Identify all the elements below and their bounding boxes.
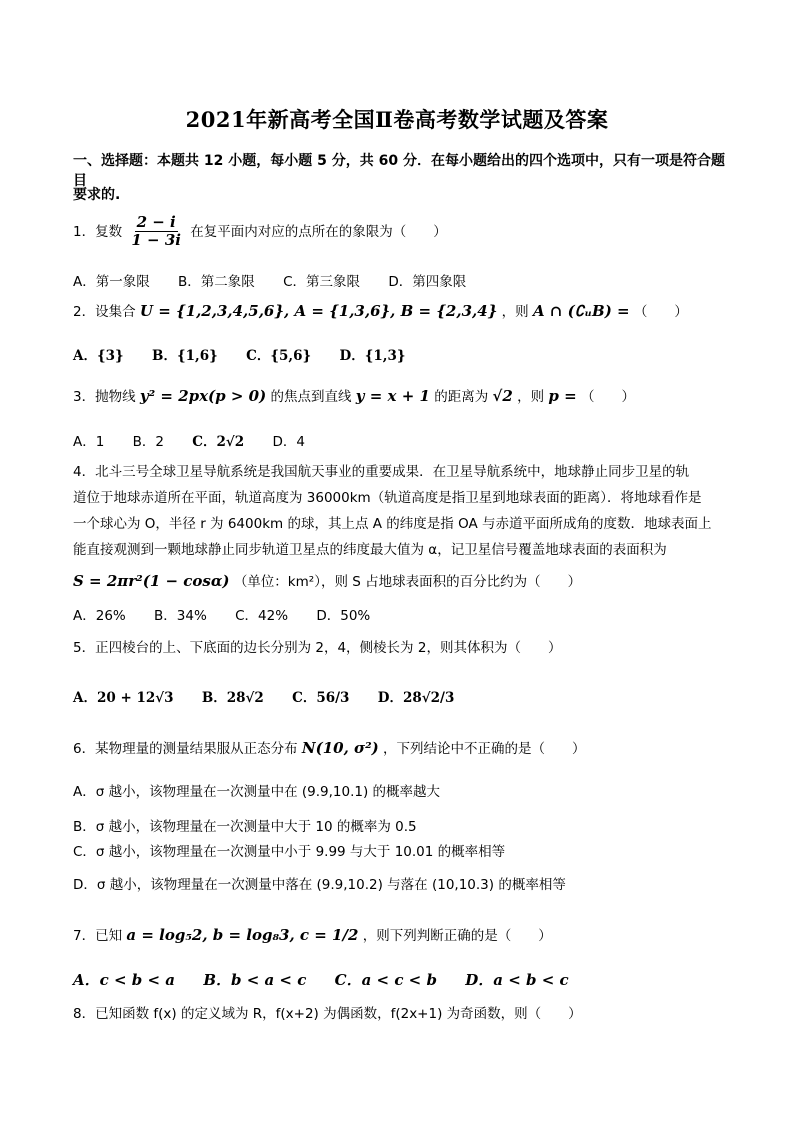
q4-line-5 <box>73 570 581 590</box>
q4-line-1: 4．北斗三号全球卫星导航系统是我国航天事业的重要成果．在卫星导航系统中，地球静止同步卫星的轨 <box>73 464 690 480</box>
section-heading-line-2: 要求的. <box>73 187 121 203</box>
q4-line-2: 道位于地球赤道所在平面，轨道高度为 36000km（轨道高度是指卫星到地球表面的距离）．将地球看作是 <box>73 490 702 506</box>
q2-mid: ，则 <box>501 304 529 320</box>
q3-option-b: B．2 <box>132 434 164 450</box>
q2-options <box>73 344 430 364</box>
q7-option-d: D．a < b < c <box>465 971 569 989</box>
q1-fraction-denominator: 1 − 3i <box>131 231 181 250</box>
q1-fraction-numerator: 2 − i <box>136 213 176 231</box>
q4-option-d: D．50% <box>316 608 371 624</box>
q2-expression-math: A ∩ (∁ᵤB) = <box>532 302 630 320</box>
q7-options <box>73 969 593 990</box>
section-heading-line-1: 一、选择题：本题共 12 小题，每小题 5 分，共 60 分．在每小题给出的四个选项中，只有一项是符合题目 <box>73 153 725 189</box>
exam-title: 2021年新高考全国Ⅱ卷高考数学试题及答案 <box>185 107 609 132</box>
q2-prefix: 2．设集合 <box>73 304 136 320</box>
question-2 <box>73 300 688 320</box>
q2-option-c: C．{5,6} <box>246 348 312 364</box>
q5-option-a: A．20 + 12√3 <box>73 690 174 706</box>
q7-option-c: C．a < c < b <box>334 971 437 989</box>
q3-mid-1: 的焦点到直线 <box>270 389 352 405</box>
q3-parabola-math: y² = 2px(p > 0) <box>139 387 267 405</box>
q4-area-formula: S = 2πr²(1 − cosα) <box>73 572 230 590</box>
q7-definitions-math: a = log₅2, b = log₈3, c = 1/2 <box>126 926 359 944</box>
q5-option-d: D．28√2/3 <box>377 690 455 706</box>
q4-options <box>73 604 394 624</box>
q2-suffix: （ ） <box>633 304 688 320</box>
q5-options <box>73 686 478 706</box>
q7-option-b: B．b < a < c <box>203 971 307 989</box>
q6-option-d: D．σ 越小，该物理量在一次测量中落在 (9.9,10.2) 与落在 (10,10.3) 的概率相等 <box>73 877 566 893</box>
q2-option-b: B．{1,6} <box>152 348 218 364</box>
q2-option-a: A．{3} <box>73 348 124 364</box>
q6-option-b: B．σ 越小，该物理量在一次测量中大于 10 的概率为 0.5 <box>73 819 417 835</box>
q1-prefix: 1．复数 <box>73 223 123 240</box>
q4-line-5-suffix: （单位：km²），则 S 占地球表面积的百分比约为（ ） <box>233 574 582 590</box>
q4-option-a: A．26% <box>73 608 126 624</box>
q1-option-d: D．第四象限 <box>388 274 467 290</box>
question-7 <box>73 924 552 944</box>
q4-option-b: B．34% <box>154 608 207 624</box>
q6-prefix: 6．某物理量的测量结果服从正态分布 <box>73 741 298 757</box>
q6-distribution-math: N(10, σ²) <box>301 739 379 757</box>
question-5: 5．正四棱台的上、下底面的边长分别为 2，4，侧棱长为 2，则其体积为（ ） <box>73 640 562 656</box>
q5-option-c: C．56/3 <box>292 690 350 706</box>
q6-option-c: C．σ 越小，该物理量在一次测量中小于 9.99 与大于 10.01 的概率相等 <box>73 844 506 860</box>
q4-line-4: 能直接观测到一颗地球静止同步轨道卫星点的纬度最大值为 α，记卫星信号覆盖地球表面的表面积为 <box>73 542 667 558</box>
q4-line-3: 一个球心为 O，半径 r 为 6400km 的球，其上点 A 的纬度是指 OA 与赤道平面所成角的度数．地球表面上 <box>73 516 712 532</box>
q3-distance-math: √2 <box>492 387 513 405</box>
q1-option-a: A．第一象限 <box>73 274 150 290</box>
question-6 <box>73 737 586 757</box>
q3-p-math: p = <box>548 387 577 405</box>
q3-options <box>73 430 329 450</box>
q6-suffix: ，下列结论中不正确的是（ ） <box>383 741 586 757</box>
q7-option-a: A．c < b < a <box>73 971 176 989</box>
q2-option-d: D．{1,3} <box>339 348 406 364</box>
q3-line-math: y = x + 1 <box>355 387 430 405</box>
question-3 <box>73 385 635 405</box>
q1-option-b: B．第二象限 <box>178 274 255 290</box>
q1-suffix: 在复平面内对应的点所在的象限为（ ） <box>190 223 447 240</box>
q3-suffix: （ ） <box>580 389 635 405</box>
q2-sets-math: U = {1,2,3,4,5,6}, A = {1,3,6}, B = {2,3,4} <box>139 302 498 320</box>
q3-option-d: D．4 <box>272 434 305 450</box>
q1-options <box>73 270 490 290</box>
question-1 <box>73 214 447 250</box>
q3-option-a: A．1 <box>73 434 105 450</box>
q1-option-c: C．第三象限 <box>283 274 361 290</box>
q1-fraction <box>129 214 183 250</box>
q4-option-c: C．42% <box>235 608 289 624</box>
q6-option-a: A．σ 越小，该物理量在一次测量中在 (9.9,10.1) 的概率越大 <box>73 784 441 800</box>
q3-prefix: 3．抛物线 <box>73 389 136 405</box>
q3-option-c: C．2√2 <box>192 434 245 450</box>
q3-mid-2: 的距离为 <box>434 389 489 405</box>
q7-suffix: ，则下列判断正确的是（ ） <box>362 928 552 944</box>
q5-option-b: B．28√2 <box>201 690 264 706</box>
question-8: 8．已知函数 f(x) 的定义域为 R，f(x+2) 为偶函数，f(2x+1) 为奇函数，则（ ） <box>73 1006 582 1022</box>
q7-prefix: 7．已知 <box>73 928 123 944</box>
q3-mid-3: ，则 <box>517 389 545 405</box>
